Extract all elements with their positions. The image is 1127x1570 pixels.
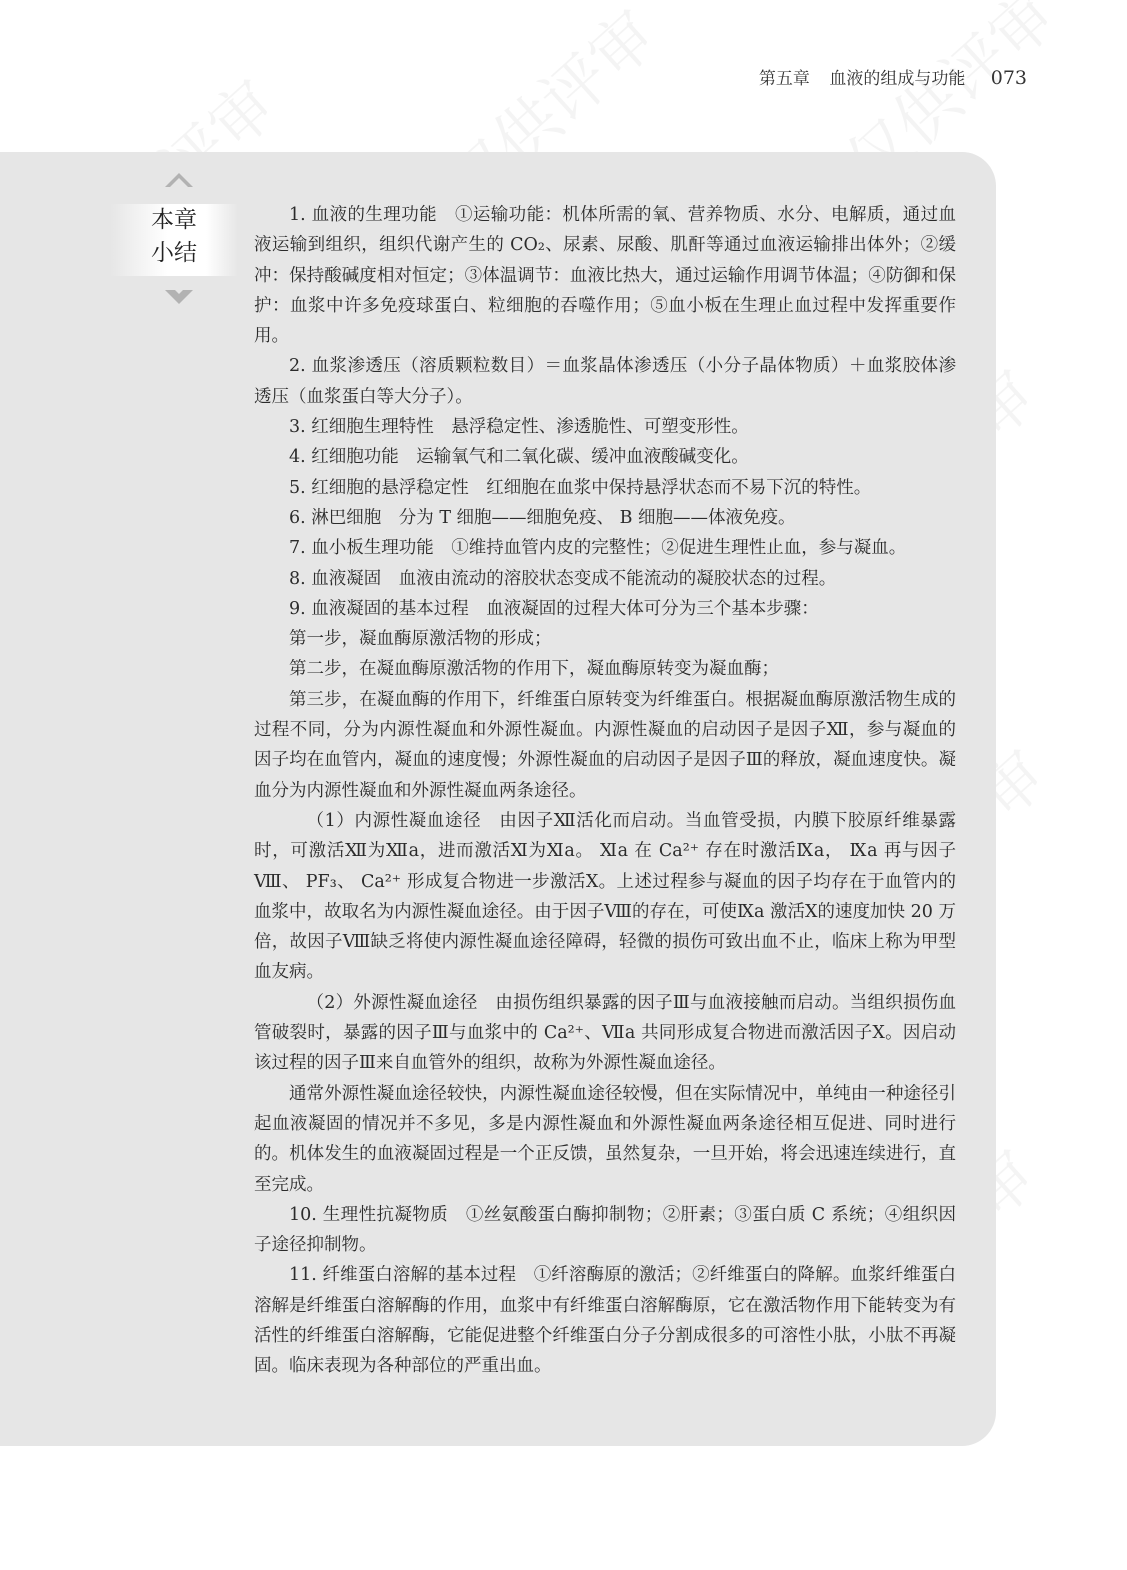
extrinsic-pathway: （2）外源性凝血途径 由损伤组织暴露的因子Ⅲ与血液接触而启动。当组织损伤血管破裂时，暴露的因子Ⅲ与血浆中的 Ca²⁺、Ⅶa 共同形成复合物进而激活因子Ⅹ。因启动该过程的因子Ⅲ来自血管外的组织，故称为外源性凝血途径。 (254, 992, 956, 1074)
summary-item-11: 11. 纤维蛋白溶解的基本过程 ①纤溶酶原的激活；②纤维蛋白的降解。血浆纤维蛋白溶解是纤维蛋白溶解酶的作用，血浆中有纤维蛋白溶解酶原，它在激活物作用下能转变为有活性的纤维蛋白溶解酶，它能促进整个纤维蛋白分子分割成很多的可溶性小肽，小肽不再凝固。临床表现为各种部位的严重出血。 (254, 1265, 956, 1377)
summary-label-line2: 小结 (151, 240, 197, 266)
summary-item-4: 4. 红细胞功能 运输氧气和二氧化碳、缓冲血液酸碱变化。 (289, 447, 749, 468)
summary-content (254, 200, 956, 1382)
running-header (759, 64, 1027, 89)
chapter-summary-label (110, 204, 238, 276)
summary-item-5: 5. 红细胞的悬浮稳定性 红细胞在血浆中保持悬浮状态而不易下沉的特性。 (289, 477, 872, 498)
summary-item-3: 3. 红细胞生理特性 悬浮稳定性、渗透脆性、可塑变形性。 (289, 417, 749, 438)
chapter-number: 第五章 (758, 69, 810, 89)
summary-item-8: 8. 血液凝固 血液由流动的溶胶状态变成不能流动的凝胶状态的过程。 (289, 568, 837, 589)
summary-item-10: 10. 生理性抗凝物质 ①丝氨酸蛋白酶抑制物；②肝素；③蛋白质 C 系统；④组织因子途径抑制物。 (254, 1204, 956, 1256)
coagulation-step-2: 第二步，在凝血酶原激活物的作用下，凝血酶原转变为凝血酶； (289, 659, 779, 680)
pathway-comparison: 通常外源性凝血途径较快，内源性凝血途径较慢，但在实际情况中，单纯由一种途径引起血液凝固的情况并不多见，多是内源性凝血和外源性凝血两条途径相互促进、同时进行的。机体发生的血液凝固过程是一个正反馈，虽然复杂，一旦开始，将会迅速连续进行，直至完成。 (254, 1083, 956, 1195)
chevron-up-icon (165, 173, 193, 187)
summary-item-1: 1. 血液的生理功能 ①运输功能：机体所需的氧、营养物质、水分、电解质，通过血液运输到组织，组织代谢产生的 CO₂、尿素、尿酸、肌酐等通过血液运输排出体外；②缓冲：保持酸碱度相对恒定；③体温调节：血液比热大，通过运输作用调节体温；④防御和保护：血浆中许多免疫球蛋白、粒细胞的吞噬作用；⑤血小板在生理止血过程中发挥重要作用。 (254, 205, 956, 347)
chevron-down-icon (165, 290, 193, 304)
coagulation-step-1: 第一步，凝血酶原激活物的形成； (289, 629, 552, 650)
chapter-title: 血液的组成与功能 (829, 69, 966, 89)
summary-item-2: 2. 血浆渗透压（溶质颗粒数目）＝血浆晶体渗透压（小分子晶体物质）＋血浆胶体渗透压（血浆蛋白等大分子）。 (254, 356, 956, 407)
summary-item-9: 9. 血液凝固的基本过程 血液凝固的过程大体可分为三个基本步骤： (289, 598, 819, 619)
summary-item-6: 6. 淋巴细胞 分为 T 细胞——细胞免疫、 B 细胞——体液免疫。 (289, 507, 796, 528)
intrinsic-pathway: （1）内源性凝血途径 由因子Ⅻ活化而启动。当血管受损，内膜下胶原纤维暴露时，可激活Ⅻ为Ⅻa，进而激活Ⅺ为Ⅺa。 Ⅺa 在 Ca²⁺ 存在时激活Ⅸa， Ⅸa 再与因子Ⅷ、 PF₃、 Ca²⁺ 形成复合物进一步激活Ⅹ。上述过程参与凝血的因子均存在于血管内的血浆中，故取名为内源性凝血途径。由于因子Ⅷ的存在，可使Ⅸa 激活Ⅹ的速度加快 20 万倍，故因子Ⅷ缺乏将使内源性凝血途径障碍，轻微的损伤可致出血不止，临床上称为甲型血友病。 (254, 810, 956, 983)
coagulation-step-3: 第三步，在凝血酶的作用下，纤维蛋白原转变为纤维蛋白。根据凝血酶原激活物生成的过程不同，分为内源性凝血和外源性凝血。内源性凝血的启动因子是因子Ⅻ，参与凝血的因子均在血管内，凝血的速度慢；外源性凝血的启动因子是因子Ⅲ的释放，凝血速度快。凝血分为内源性凝血和外源性凝血两条途径。 (254, 689, 956, 801)
summary-item-7: 7. 血小板生理功能 ①维持血管内皮的完整性；②促进生理性止血，参与凝血。 (289, 538, 907, 559)
summary-label-line1: 本章 (151, 207, 197, 233)
page-number: 073 (990, 67, 1027, 89)
